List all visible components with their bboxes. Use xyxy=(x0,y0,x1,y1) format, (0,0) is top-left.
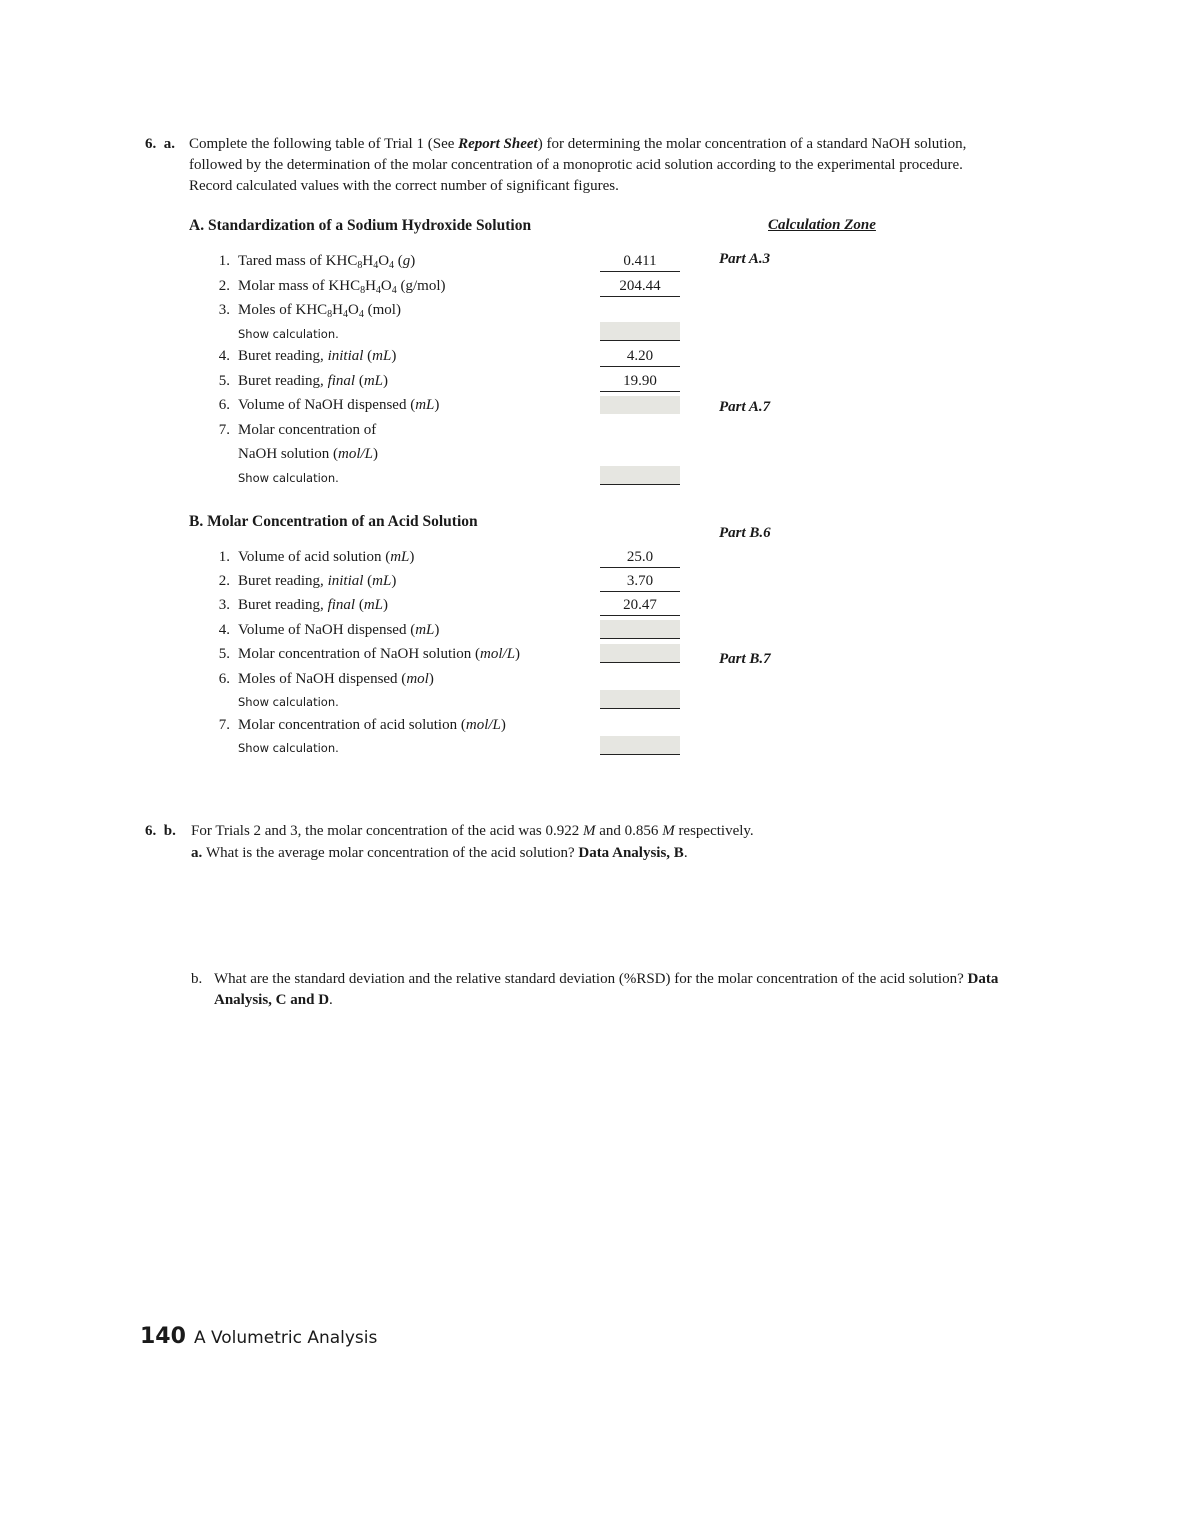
row-number: 3. xyxy=(218,597,230,613)
sub-question-b-letter: b. xyxy=(191,971,203,987)
row-label: Molar mass of $KHC_8H_4O_4$ (g/mol) xyxy=(238,278,446,296)
row-number: 6. xyxy=(218,671,230,687)
sub-question-b: What are the standard deviation and the relative standard deviation (%RSD) for the molar concentration of the acid solution? Data Analysis, C and D. xyxy=(214,971,999,1008)
sub-question-a: a. What is the average molar concentration of the acid solution? Data Analysis, B. xyxy=(191,845,688,861)
question-number: 6. b. xyxy=(145,823,176,839)
question-number: 6. a. xyxy=(145,136,175,152)
page-number: 140 xyxy=(140,1324,186,1349)
value-field: 204.44 xyxy=(600,278,680,297)
value-field: 3.70 xyxy=(600,573,680,592)
answer-box xyxy=(600,396,680,414)
row-label: Volume of NaOH dispensed (mL) xyxy=(238,622,440,638)
page-footer xyxy=(140,1324,377,1349)
answer-box xyxy=(600,322,680,341)
row-label-continued: NaOH solution (mol/L) xyxy=(238,446,379,462)
answer-box xyxy=(600,644,680,663)
row-label: Tared mass of $KHC_8H_4O_4$ (g) xyxy=(238,253,416,271)
row-label: Moles of NaOH dispensed (mol) xyxy=(238,671,434,687)
calculation-zone-title: Calculation Zone xyxy=(768,217,876,233)
answer-box xyxy=(600,736,680,755)
section-a-title: A. Standardization of a Sodium Hydroxide Solution xyxy=(189,217,532,234)
row-number: 6. xyxy=(218,397,230,413)
answer-box xyxy=(600,690,680,709)
show-calculation-note: Show calculation. xyxy=(238,327,339,341)
part-label: Part A.3 xyxy=(719,251,771,267)
row-number: 1. xyxy=(218,253,230,269)
row-label: Buret reading, final (mL) xyxy=(238,597,389,613)
value-field: 4.20 xyxy=(600,348,680,367)
part-label: Part B.6 xyxy=(719,525,771,541)
row-label: Volume of acid solution (mL) xyxy=(238,549,415,565)
row-number: 2. xyxy=(218,573,230,589)
row-label: Buret reading, initial (mL) xyxy=(238,348,397,364)
row-number: 5. xyxy=(218,373,230,389)
row-label: Molar concentration of xyxy=(238,422,377,438)
question-6b-text: For Trials 2 and 3, the molar concentration of the acid was 0.922 M and 0.856 M respectively. xyxy=(191,823,754,839)
value-field: 20.47 xyxy=(600,597,680,616)
row-label: Molar concentration of NaOH solution (mol/L) xyxy=(238,646,521,662)
question-6a-text: Complete the following table of Trial 1 (See Report Sheet) for determining the molar concentration of a standard NaOH solution, followed by the determination of the molar concentration of a monoprotic acid solution according to the experimental procedure. Record calculated values with the correct number of significant figures. xyxy=(189,136,967,194)
row-number: 5. xyxy=(218,646,230,662)
answer-box xyxy=(600,466,680,485)
row-number: 4. xyxy=(218,348,230,364)
row-number: 7. xyxy=(218,717,230,733)
value-field: 25.0 xyxy=(600,549,680,568)
row-label: Buret reading, initial (mL) xyxy=(238,573,397,589)
part-label: Part A.7 xyxy=(719,399,771,415)
row-label: Molar concentration of acid solution (mol/L) xyxy=(238,717,506,733)
footer-title: A Volumetric Analysis xyxy=(193,1328,378,1348)
answer-box xyxy=(600,620,680,639)
row-number: 7. xyxy=(218,422,230,438)
row-number: 4. xyxy=(218,622,230,638)
show-calculation-note: Show calculation. xyxy=(238,471,339,485)
row-label: Moles of $KHC_8H_4O_4$ (mol) xyxy=(238,302,401,320)
row-number: 3. xyxy=(218,302,230,318)
show-calculation-note: Show calculation. xyxy=(238,695,339,709)
row-number: 2. xyxy=(218,278,230,294)
row-label: Buret reading, final (mL) xyxy=(238,373,389,389)
value-field: 0.411 xyxy=(600,253,680,272)
section-b-title: B. Molar Concentration of an Acid Solution xyxy=(189,513,478,530)
show-calculation-note: Show calculation. xyxy=(238,741,339,755)
value-field: 19.90 xyxy=(600,373,680,392)
row-number: 1. xyxy=(218,549,230,565)
row-label: Volume of NaOH dispensed (mL) xyxy=(238,397,440,413)
part-label: Part B.7 xyxy=(719,651,771,667)
